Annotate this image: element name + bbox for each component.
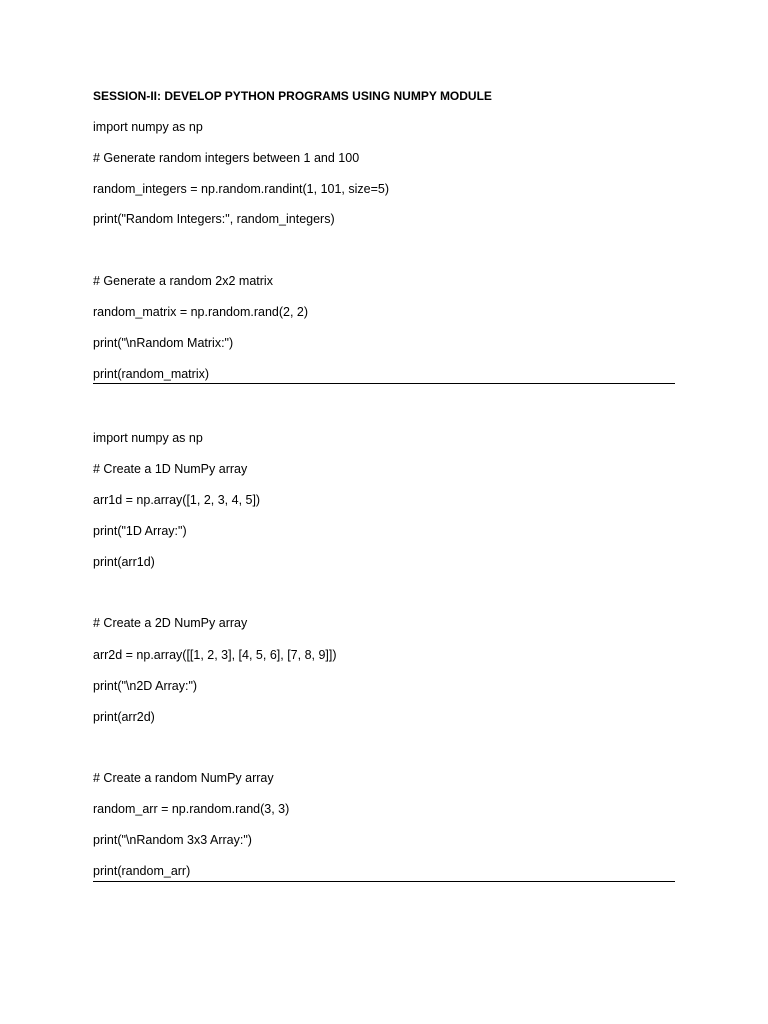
code-line: print("1D Array:") <box>93 524 187 538</box>
code-line: arr2d = np.array([[1, 2, 3], [4, 5, 6], [7, 8, 9]]) <box>93 648 337 662</box>
code-line: print("\n2D Array:") <box>93 679 198 693</box>
code-line: print(arr2d) <box>93 710 155 724</box>
code-comment: # Create a random NumPy array <box>93 771 274 785</box>
code-line: print("Random Integers:", random_integers) <box>93 212 335 226</box>
section-divider <box>93 383 675 384</box>
code-line: import numpy as np <box>93 431 203 445</box>
code-comment: # Generate a random 2x2 matrix <box>93 274 273 288</box>
code-line: random_integers = np.random.randint(1, 101, size=5) <box>93 182 390 196</box>
section-divider <box>93 881 675 882</box>
code-line: print(random_matrix) <box>93 367 210 381</box>
code-line: arr1d = np.array([1, 2, 3, 4, 5]) <box>93 493 261 507</box>
document-title: SESSION-II: DEVELOP PYTHON PROGRAMS USING NUMPY MODULE <box>93 89 492 103</box>
code-line: import numpy as np <box>93 120 203 134</box>
code-line: print("\nRandom Matrix:") <box>93 336 234 350</box>
code-comment: # Create a 1D NumPy array <box>93 462 248 476</box>
code-line: print("\nRandom 3x3 Array:") <box>93 833 252 847</box>
code-line: print(arr1d) <box>93 555 155 569</box>
code-comment: # Create a 2D NumPy array <box>93 616 248 630</box>
code-line: random_arr = np.random.rand(3, 3) <box>93 802 290 816</box>
code-line: random_matrix = np.random.rand(2, 2) <box>93 305 309 319</box>
code-line: print(random_arr) <box>93 864 191 878</box>
code-comment: # Generate random integers between 1 and 100 <box>93 151 360 165</box>
